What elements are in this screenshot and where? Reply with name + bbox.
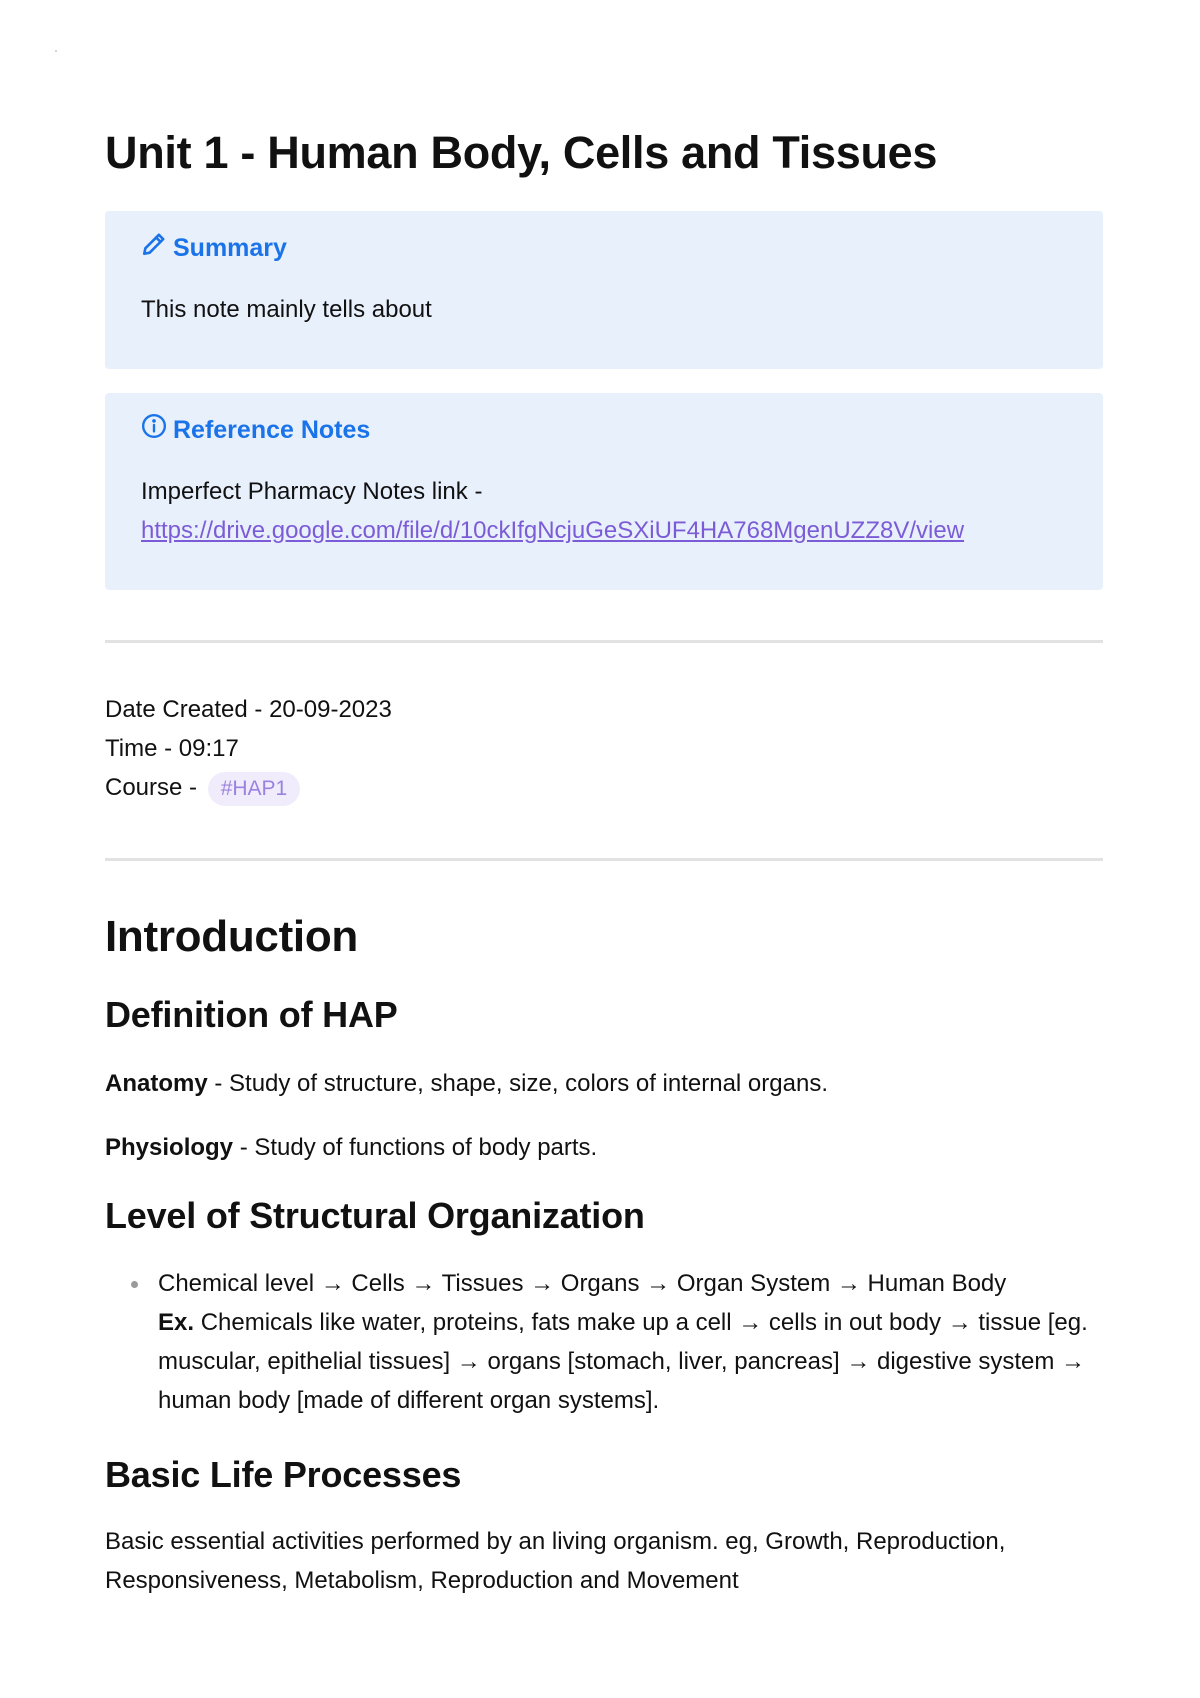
subheading-definition: Definition of HAP bbox=[105, 994, 398, 1035]
levels-list bbox=[105, 1264, 1103, 1420]
anatomy-definition bbox=[105, 1064, 1103, 1103]
page-title: Unit 1 - Human Body, Cells and Tissues bbox=[105, 127, 938, 178]
divider-bottom bbox=[105, 858, 1103, 861]
summary-heading: Summary bbox=[173, 233, 287, 262]
list-item bbox=[105, 1264, 1103, 1420]
reference-text: Imperfect Pharmacy Notes link - bbox=[141, 478, 483, 505]
reference-callout-header bbox=[141, 413, 1067, 446]
reference-callout bbox=[105, 393, 1103, 590]
info-icon bbox=[141, 413, 167, 446]
life-processes-text: Basic essential activities performed by an living organism. eg, Growth, Reproduction, Responsiveness, Metabolism, Reproduction and Movement bbox=[105, 1528, 1006, 1594]
course-row bbox=[105, 768, 392, 807]
physiology-definition bbox=[105, 1128, 1103, 1167]
reference-link[interactable]: https://drive.google.com/file/d/10ckIfgNcjuGeSXiUF4HA768MgenUZZ8V/view bbox=[141, 517, 965, 544]
physiology-term: Physiology bbox=[105, 1134, 234, 1161]
divider-top bbox=[105, 640, 1103, 643]
section-heading-introduction: Introduction bbox=[105, 912, 359, 961]
anatomy-text: - Study of structure, shape, size, colors of internal organs. bbox=[207, 1070, 828, 1097]
anatomy-term: Anatomy bbox=[105, 1070, 208, 1097]
bullet-dot bbox=[131, 1281, 138, 1288]
course-tag[interactable]: #HAP1 bbox=[208, 772, 301, 806]
example-label: Ex. bbox=[158, 1309, 195, 1336]
subheading-life-processes: Basic Life Processes bbox=[105, 1454, 462, 1495]
levels-chain: Chemical level → Cells → Tissues → Organs → Organ System → Human Body bbox=[158, 1270, 1007, 1297]
summary-callout bbox=[105, 211, 1103, 369]
summary-body: This note mainly tells about bbox=[141, 296, 432, 323]
time-created: Time - 09:17 bbox=[105, 735, 239, 762]
summary-callout-header bbox=[141, 231, 1067, 264]
subheading-levels: Level of Structural Organization bbox=[105, 1195, 645, 1236]
page-dot bbox=[55, 50, 57, 52]
date-created: Date Created - 20-09-2023 bbox=[105, 696, 392, 723]
course-label: Course - bbox=[105, 774, 198, 801]
example-text: Chemicals like water, proteins, fats make up a cell → cells in out body → tissue [eg. muscular, epithelial tissues] → organs [stomach, liver, pancreas] → digestive system → human body [made of different organ systems]. bbox=[158, 1309, 1088, 1414]
reference-heading: Reference Notes bbox=[173, 415, 371, 444]
physiology-text: - Study of functions of body parts. bbox=[233, 1134, 598, 1161]
reference-body bbox=[141, 472, 1067, 550]
pencil-icon bbox=[141, 231, 167, 264]
note-metadata bbox=[105, 690, 392, 807]
